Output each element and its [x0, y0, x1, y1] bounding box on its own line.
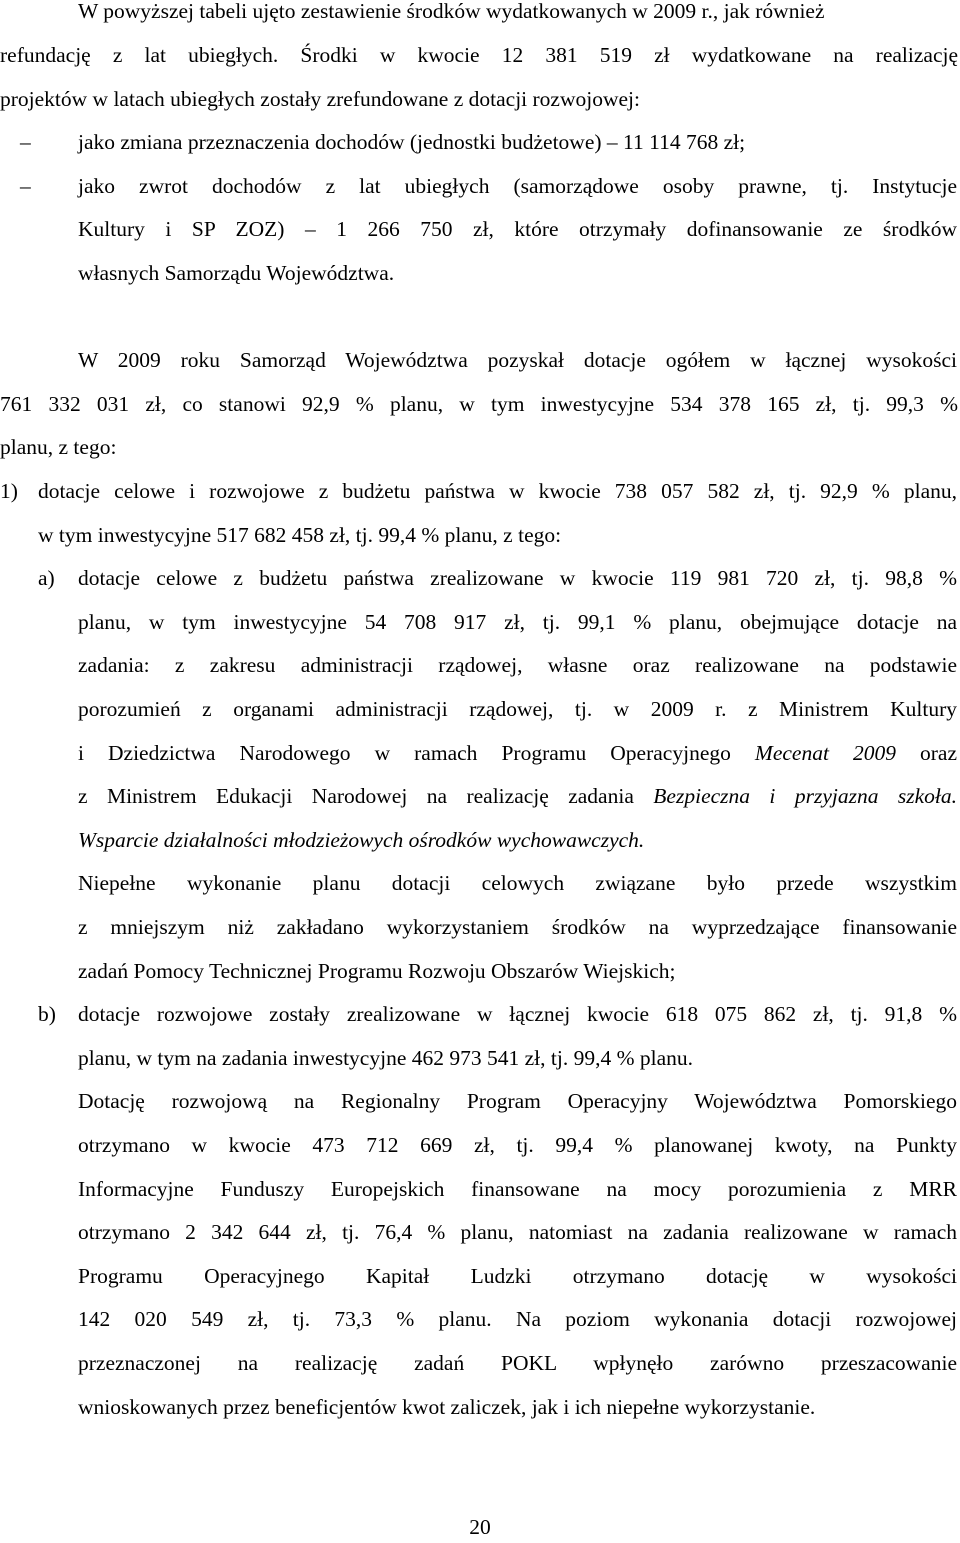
summary-line-1: W 2009 roku Samorząd Województwa pozyskał dotacje ogółem w łącznej wysokości [78, 348, 957, 372]
program-name-italic: Mecenat 2009 [754, 741, 896, 765]
item-a-line-8: Niepełne wykonanie planu dotacji celowych związane było przede wszystkim [78, 871, 957, 895]
page-number: 20 [469, 1515, 491, 1539]
item-a-line-5-text: i Dziedzictwa Narodowego w ramach Programu Operacyjnego [78, 741, 731, 765]
item-a-line-4: porozumień z organami administracji rządowej, tj. w 2009 r. z Ministrem Kultury [78, 697, 957, 721]
task-name-italic: Bezpieczna i przyjazna szkoła. [653, 784, 957, 808]
bullet-1: jako zmiana przeznaczenia dochodów (jednostki budżetowe) – 11 114 768 zł; [78, 130, 746, 154]
item-b-line-5: Informacyjne Funduszy Europejskich finansowane na mocy porozumienia z MRR [78, 1177, 957, 1201]
bullet-2-line-2: Kultury i SP ZOZ) – 1 266 750 zł, które otrzymały dofinansowanie ze środków [78, 217, 957, 241]
item-a-line-3: zadania: z zakresu administracji rządowej, własne oraz realizowane na podstawie [78, 653, 957, 677]
item-b-line-1: dotacje rozwojowe zostały zrealizowane w łącznej kwocie 618 075 862 zł, tj. 91,8 % [78, 1002, 957, 1026]
task-name-italic-cont: Wsparcie działalności młodzieżowych ośrodków wychowawczych. [78, 828, 645, 852]
point-1-marker: 1) [0, 479, 18, 503]
item-b-line-7: Programu Operacyjnego Kapitał Ludzki otrzymano dotację w wysokości [78, 1264, 957, 1288]
bullet-2-line-3: własnych Samorządu Województwa. [78, 261, 395, 285]
intro-line-2: refundację z lat ubiegłych. Środki w kwocie 12 381 519 zł wydatkowane na realizację [0, 43, 958, 67]
intro-line-1: W powyższej tabeli ujęto zestawienie środków wydatkowanych w 2009 r., jak również [78, 0, 825, 23]
summary-line-3: planu, z tego: [0, 435, 117, 459]
item-a-line-7 [78, 819, 644, 863]
item-a-marker: a) [38, 566, 55, 590]
item-a-line-2: planu, w tym inwestycyjne 54 708 917 zł, tj. 99,1 % planu, obejmujące dotacje na [78, 610, 957, 634]
item-a-line-6-text: z Ministrem Edukacji Narodowej na realizację zadania [78, 784, 634, 808]
item-b-line-4: otrzymano w kwocie 473 712 669 zł, tj. 99,4 % planowanej kwoty, na Punkty [78, 1133, 957, 1157]
point-1-line-1: dotacje celowe i rozwojowe z budżetu państwa w kwocie 738 057 582 zł, tj. 92,9 % planu, [38, 479, 957, 503]
item-a-line-5-end: oraz [920, 741, 958, 765]
intro-line-3: projektów w latach ubiegłych zostały zrefundowane z dotacji rozwojowej: [0, 87, 640, 111]
item-a-line-6 [78, 775, 957, 819]
item-b-line-9: przeznaczonej na realizację zadań POKL wpłynęło zarówno przeszacowanie [78, 1351, 957, 1375]
summary-line-2: 761 332 031 zł, co stanowi 92,9 % planu, w tym inwestycyjne 534 378 165 zł, tj. 99,3 % [0, 392, 958, 416]
item-a-line-5 [78, 732, 957, 776]
item-b-line-6: otrzymano 2 342 644 zł, tj. 76,4 % planu, natomiast na zadania realizowane w ramach [78, 1220, 957, 1244]
item-b-line-10: wnioskowanych przez beneficjentów kwot zaliczek, jak i ich niepełne wykorzystanie. [78, 1395, 816, 1419]
point-1-line-2: w tym inwestycyjne 517 682 458 zł, tj. 99,4 % planu, z tego: [38, 523, 562, 547]
item-a-line-9: z mniejszym niż zakładano wykorzystaniem środków na wyprzedzające finansowanie [78, 915, 957, 939]
item-b-marker: b) [38, 1002, 56, 1026]
bullet-2-line-1: jako zwrot dochodów z lat ubiegłych (samorządowe osoby prawne, tj. Instytucje [78, 174, 957, 198]
item-a-line-1: dotacje celowe z budżetu państwa zrealizowane w kwocie 119 981 720 zł, tj. 98,8 % [78, 566, 957, 590]
bullet-dash-1: – [20, 130, 31, 154]
item-b-line-8: 142 020 549 zł, tj. 73,3 % planu. Na poziom wykonania dotacji rozwojowej [78, 1307, 957, 1331]
bullet-dash-2: – [20, 174, 31, 198]
item-b-line-2: planu, w tym na zadania inwestycyjne 462 973 541 zł, tj. 99,4 % planu. [78, 1046, 694, 1070]
item-b-line-3: Dotację rozwojową na Regionalny Program Operacyjny Województwa Pomorskiego [78, 1089, 957, 1113]
item-a-line-10: zadań Pomocy Technicznej Programu Rozwoju Obszarów Wiejskich; [78, 959, 676, 983]
